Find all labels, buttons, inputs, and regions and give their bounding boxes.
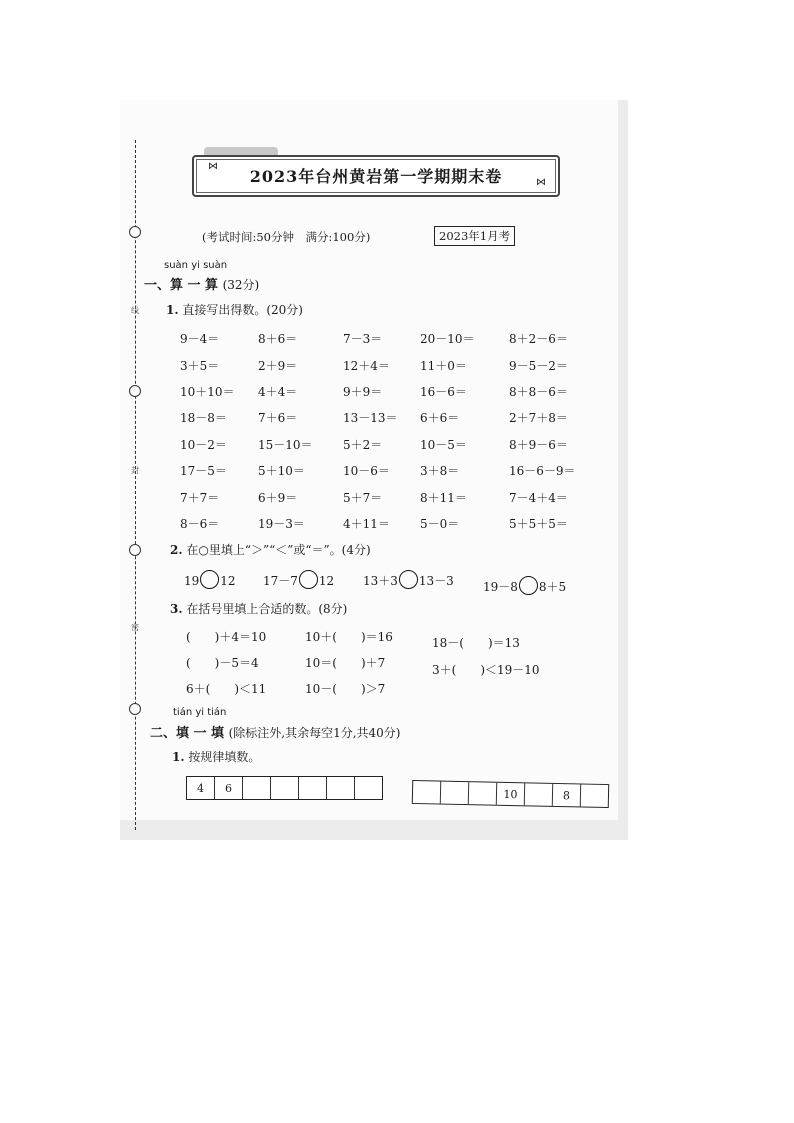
answer-circle[interactable]	[519, 576, 538, 595]
calc-item: 8＋9－6＝	[509, 438, 568, 452]
scan-edge	[120, 820, 628, 840]
title-banner	[192, 155, 560, 197]
sequence-cell-blank[interactable]	[271, 777, 299, 799]
exam-info: (考试时间:50分钟 满分:100分)	[202, 230, 371, 244]
calc-item: 7＋7＝	[180, 491, 220, 505]
calc-item: 5＋2＝	[343, 438, 383, 452]
calc-item: 2＋7＋8＝	[509, 411, 568, 425]
calc-item: 8＋11＝	[420, 491, 467, 505]
compare-left: 19－8	[483, 580, 518, 594]
calc-item: 17－5＝	[180, 464, 227, 478]
fill-blank-item[interactable]: 10－( )＞7	[305, 682, 386, 696]
fill-blank-item[interactable]: ( )＋4＝10	[186, 630, 267, 644]
fill-blank-item[interactable]: 6＋( )＜11	[186, 682, 267, 696]
sequence-cell-blank[interactable]	[243, 777, 271, 799]
calc-item: 8－6＝	[180, 517, 220, 531]
calc-item: 16－6＝	[420, 385, 467, 399]
answer-circle[interactable]	[200, 570, 219, 589]
q3-text: 在括号里填上合适的数。(8分)	[186, 602, 348, 616]
calc-item: 2＋9＝	[258, 359, 298, 373]
calc-item: 9－4＝	[180, 332, 220, 346]
scan-edge	[618, 100, 628, 840]
sequence-cell: 6	[215, 777, 243, 799]
fill-blank-item[interactable]: 3＋( )＜19－10	[432, 663, 540, 677]
calc-item: 8＋6＝	[258, 332, 298, 346]
compare-left: 17－7	[263, 574, 298, 588]
fill-blank-item[interactable]: ( )－5＝4	[186, 656, 259, 670]
calc-item: 5＋7＝	[343, 491, 383, 505]
q2-text: 在○里填上“＞”“＜”或“＝”。(4分)	[186, 543, 371, 557]
calc-item: 10＋10＝	[180, 385, 235, 399]
calc-item: 11＋0＝	[420, 359, 467, 373]
binding-hole	[129, 544, 141, 556]
compare-right: 13－3	[418, 574, 454, 588]
binding-dashed-line	[135, 140, 136, 830]
calc-item: 15－10＝	[258, 438, 313, 452]
q1-text: 直接写出得数。(20分)	[182, 303, 303, 317]
section1-pinyin: suàn yi suàn	[164, 260, 228, 271]
section2-title: 二、填 一 填	[150, 726, 225, 741]
calc-item: 10－2＝	[180, 438, 227, 452]
compare-item	[483, 576, 566, 595]
calc-item: 7－3＝	[343, 332, 383, 346]
sequence-cell-blank[interactable]	[441, 782, 469, 805]
calc-item: 3＋8＝	[420, 464, 460, 478]
binding-char: 密	[131, 623, 139, 632]
exam-date-box: 2023年1月考	[434, 226, 515, 246]
sequence-cell-blank[interactable]	[413, 781, 441, 804]
calc-item: 13－13＝	[343, 411, 398, 425]
section2-points: (除标注外,其余每空1分,共40分)	[228, 726, 401, 740]
fill-blank-item[interactable]: 10＝( )＋7	[305, 656, 386, 670]
butterfly-icon: ⋈	[536, 177, 546, 188]
compare-item	[263, 570, 334, 589]
calc-item: 10－6＝	[343, 464, 390, 478]
page-title: 2023年台州黄岩第一学期期末卷	[249, 167, 503, 186]
answer-circle[interactable]	[399, 570, 418, 589]
calc-item: 16－6－9＝	[509, 464, 576, 478]
section2-heading	[150, 722, 401, 741]
s2-q1-number: 1.	[172, 750, 185, 764]
calc-item: 19－3＝	[258, 517, 305, 531]
s2-q1-prompt	[172, 748, 260, 765]
binding-hole	[129, 703, 141, 715]
compare-left: 19	[184, 574, 200, 588]
sequence-grid-a	[186, 776, 383, 800]
calc-item: 8＋2－6＝	[509, 332, 568, 346]
sequence-grid-b	[412, 780, 609, 808]
calc-item: 7－4＋4＝	[509, 491, 568, 505]
section1-points: (32分)	[222, 278, 260, 292]
calc-item: 18－8＝	[180, 411, 227, 425]
compare-right: 8＋5	[538, 580, 567, 594]
sequence-cell: 10	[497, 783, 525, 806]
calc-item: 5－0＝	[420, 517, 460, 531]
q2-number-label: 2.	[170, 543, 183, 557]
calc-item: 5＋5＋5＝	[509, 517, 568, 531]
section2-pinyin: tián yi tián	[173, 707, 227, 718]
scanned-exam-page	[120, 100, 628, 840]
sequence-cell-blank[interactable]	[355, 777, 382, 799]
butterfly-icon: ⋈	[208, 161, 218, 172]
section1-heading	[144, 274, 259, 293]
q1-number: 1.	[166, 303, 179, 317]
sequence-cell-blank[interactable]	[299, 777, 327, 799]
binding-char: 线	[131, 306, 139, 315]
s2-q1-text: 按规律填数。	[188, 750, 261, 764]
calc-item: 4＋4＝	[258, 385, 298, 399]
fill-blank-item[interactable]: 18－( )＝13	[432, 636, 520, 650]
sequence-cell-blank[interactable]	[469, 782, 497, 805]
q1-prompt	[166, 301, 303, 318]
q3-number: 3.	[170, 602, 183, 616]
calc-item: 7＋6＝	[258, 411, 298, 425]
q2-prompt	[170, 541, 371, 558]
sequence-cell: 8	[553, 784, 581, 807]
compare-item	[363, 570, 454, 589]
binding-hole	[129, 226, 141, 238]
calc-item: 5＋10＝	[258, 464, 305, 478]
calc-item: 12＋4＝	[343, 359, 390, 373]
binding-hole	[129, 385, 141, 397]
fill-blank-item[interactable]: 10＋( )＝16	[305, 630, 393, 644]
calc-item: 10－5＝	[420, 438, 467, 452]
calc-item: 9＋9＝	[343, 385, 383, 399]
calc-item: 9－5－2＝	[509, 359, 568, 373]
compare-right: 12	[318, 574, 335, 588]
sequence-cell: 4	[187, 777, 215, 799]
binding-char: 封	[131, 466, 139, 475]
calc-item: 6＋9＝	[258, 491, 298, 505]
q3-prompt	[170, 600, 347, 617]
sequence-cell-blank[interactable]	[525, 783, 553, 806]
sequence-cell-blank[interactable]	[327, 777, 355, 799]
calc-item: 4＋11＝	[343, 517, 390, 531]
compare-left: 13＋3	[363, 574, 398, 588]
compare-right: 12	[220, 574, 236, 588]
answer-circle[interactable]	[299, 570, 318, 589]
section1-title: 一、算 一 算	[144, 278, 219, 293]
calc-item: 20－10＝	[420, 332, 475, 346]
calc-item: 3＋5＝	[180, 359, 220, 373]
sequence-cell-blank[interactable]	[581, 784, 608, 807]
calc-item: 6＋6＝	[420, 411, 460, 425]
compare-item	[184, 570, 236, 589]
calc-item: 8＋8－6＝	[509, 385, 568, 399]
